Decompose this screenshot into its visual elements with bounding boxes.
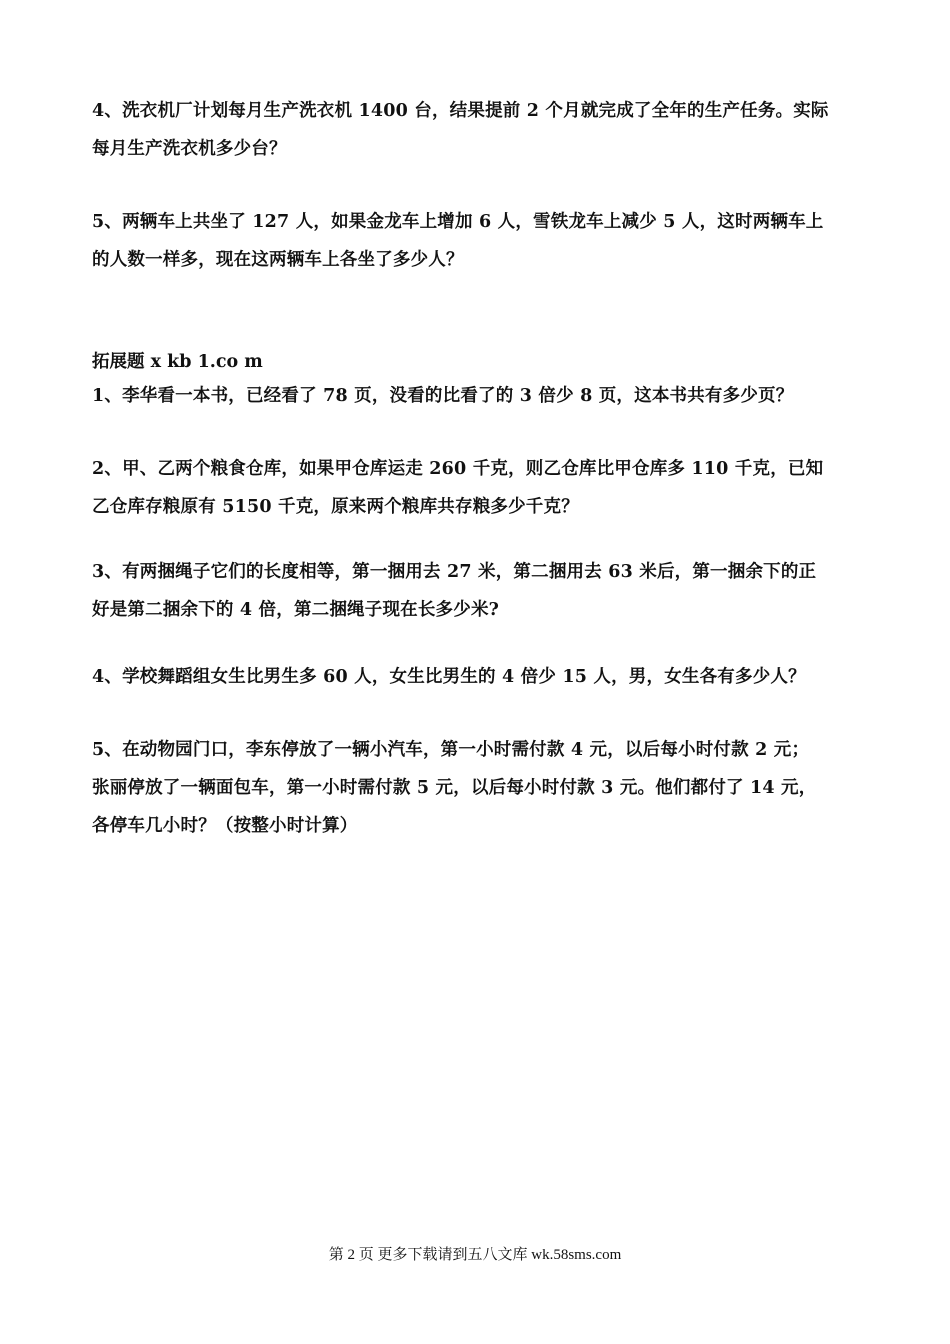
- page-footer: 第 2 页 更多下载请到五八文库 wk.58sms.com: [328, 1247, 622, 1263]
- extension-problem-5: [92, 731, 867, 845]
- problem-4-washing-machines: [92, 92, 867, 168]
- problem-line: 3、有两捆绳子它们的长度相等，第一捆用去 27 米，第二捆用去 63 米后，第一捆余下的正: [92, 562, 817, 582]
- problem-line: 的人数一样多，现在这两辆车上各坐了多少人？: [92, 250, 464, 270]
- problem-line: 每月生产洗衣机多少台？: [92, 139, 287, 159]
- extension-problem-1: [92, 377, 867, 415]
- problem-line: 4、学校舞蹈组女生比男生多 60 人，女生比男生的 4 倍少 15 人，男，女生各有多少人？: [92, 667, 806, 687]
- problem-line: 张丽停放了一辆面包车，第一小时需付款 5 元，以后每小时付款 3 元。他们都付了 14 元，: [92, 778, 817, 798]
- extension-problem-4: [92, 658, 867, 696]
- problem-line: 1、李华看一本书，已经看了 78 页，没看的比看了的 3 倍少 8 页，这本书共有多少页？: [92, 386, 794, 406]
- problem-line: 好是第二捆余下的 4 倍，第二捆绳子现在长多少米?: [92, 600, 500, 620]
- extension-section-heading: 拓展题 x kb 1.co m: [92, 352, 263, 372]
- extension-problem-2: [92, 450, 867, 526]
- problem-line: 4、洗衣机厂计划每月生产洗衣机 1400 台，结果提前 2 个月就完成了全年的生产任务。实际: [92, 101, 829, 121]
- problem-line: 各停车几小时？（按整小时计算）: [92, 816, 358, 836]
- problem-5-two-vehicles: [92, 203, 867, 279]
- problem-line: 5、在动物园门口，李东停放了一辆小汽车，第一小时需付款 4 元，以后每小时付款 2 元；: [92, 740, 810, 760]
- problem-line: 乙仓库存粮原有 5150 千克，原来两个粮库共存粮多少千克？: [92, 497, 579, 517]
- problem-line: 5、两辆车上共坐了 127 人，如果金龙车上增加 6 人，雪铁龙车上减少 5 人，这时两辆车上: [92, 212, 824, 232]
- extension-problem-3: [92, 553, 867, 629]
- problem-line: 2、甲、乙两个粮食仓库，如果甲仓库运走 260 千克，则乙仓库比甲仓库多 110 千克，已知: [92, 459, 824, 479]
